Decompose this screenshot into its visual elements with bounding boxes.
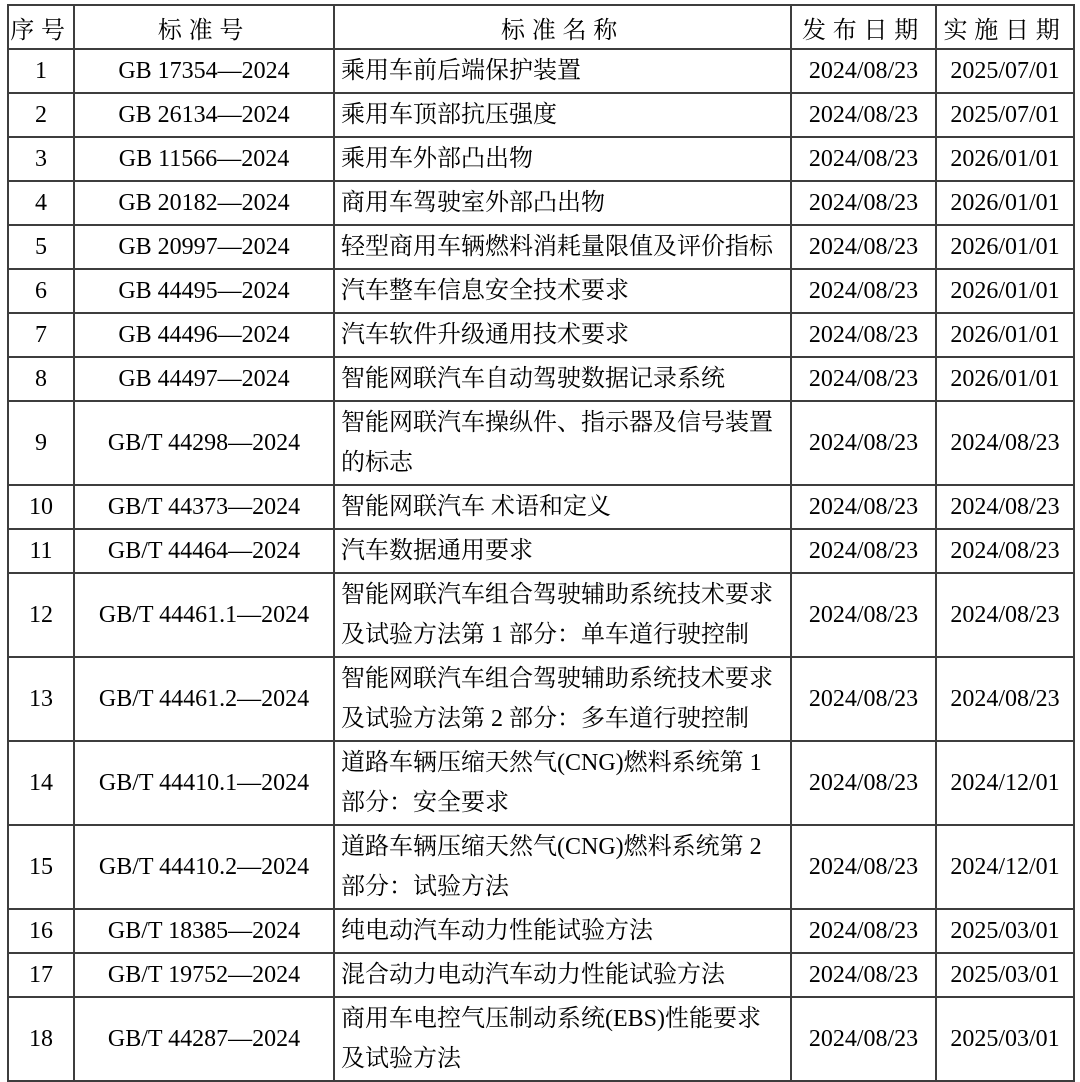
cell-standard-name: 纯电动汽车动力性能试验方法	[334, 909, 791, 953]
cell-standard-name: 汽车软件升级通用技术要求	[334, 313, 791, 357]
table-row	[8, 997, 1074, 1081]
cell-implement-date: 2024/08/23	[936, 401, 1074, 485]
cell-implement-date: 2025/03/01	[936, 909, 1074, 953]
header-row	[8, 5, 1074, 49]
cell-standard-no: GB/T 19752—2024	[74, 953, 334, 997]
cell-publish-date: 2024/08/23	[791, 573, 936, 657]
cell-standard-name: 汽车数据通用要求	[334, 529, 791, 573]
cell-serial-no: 15	[8, 825, 74, 909]
cell-implement-date: 2026/01/01	[936, 137, 1074, 181]
cell-implement-date: 2024/12/01	[936, 741, 1074, 825]
table-body	[8, 49, 1074, 1081]
cell-standard-no: GB 44495—2024	[74, 269, 334, 313]
cell-implement-date: 2025/07/01	[936, 49, 1074, 93]
cell-implement-date: 2026/01/01	[936, 313, 1074, 357]
cell-implement-date: 2024/08/23	[936, 573, 1074, 657]
cell-implement-date: 2026/01/01	[936, 269, 1074, 313]
table-row	[8, 401, 1074, 485]
cell-publish-date: 2024/08/23	[791, 909, 936, 953]
cell-standard-no: GB/T 44461.1—2024	[74, 573, 334, 657]
cell-publish-date: 2024/08/23	[791, 313, 936, 357]
cell-publish-date: 2024/08/23	[791, 357, 936, 401]
cell-standard-no: GB 20997—2024	[74, 225, 334, 269]
cell-standard-name: 智能网联汽车自动驾驶数据记录系统	[334, 357, 791, 401]
table-row	[8, 357, 1074, 401]
cell-standard-name: 道路车辆压缩天然气(CNG)燃料系统第 2 部分：试验方法	[334, 825, 791, 909]
cell-standard-no: GB 44497—2024	[74, 357, 334, 401]
cell-serial-no: 14	[8, 741, 74, 825]
table-row	[8, 909, 1074, 953]
cell-publish-date: 2024/08/23	[791, 657, 936, 741]
cell-serial-no: 3	[8, 137, 74, 181]
cell-serial-no: 12	[8, 573, 74, 657]
cell-publish-date: 2024/08/23	[791, 529, 936, 573]
cell-standard-no: GB/T 44298—2024	[74, 401, 334, 485]
cell-implement-date: 2024/12/01	[936, 825, 1074, 909]
table-row	[8, 225, 1074, 269]
table-row	[8, 953, 1074, 997]
cell-implement-date: 2026/01/01	[936, 357, 1074, 401]
cell-publish-date: 2024/08/23	[791, 269, 936, 313]
cell-standard-name: 智能网联汽车组合驾驶辅助系统技术要求及试验方法第 2 部分：多车道行驶控制	[334, 657, 791, 741]
cell-standard-no: GB 44496—2024	[74, 313, 334, 357]
cell-standard-name: 商用车驾驶室外部凸出物	[334, 181, 791, 225]
header-cell-publish-date: 发布日期	[791, 5, 936, 49]
cell-standard-name: 轻型商用车辆燃料消耗量限值及评价指标	[334, 225, 791, 269]
table-row	[8, 485, 1074, 529]
cell-serial-no: 6	[8, 269, 74, 313]
cell-standard-name: 商用车电控气压制动系统(EBS)性能要求及试验方法	[334, 997, 791, 1081]
cell-implement-date: 2025/07/01	[936, 93, 1074, 137]
cell-standard-no: GB/T 18385—2024	[74, 909, 334, 953]
header-cell-standard-name: 标准名称	[334, 5, 791, 49]
cell-serial-no: 8	[8, 357, 74, 401]
table-row	[8, 573, 1074, 657]
table-row	[8, 657, 1074, 741]
cell-standard-name: 乘用车顶部抗压强度	[334, 93, 791, 137]
cell-serial-no: 2	[8, 93, 74, 137]
cell-standard-no: GB/T 44287—2024	[74, 997, 334, 1081]
header-cell-standard-no: 标准号	[74, 5, 334, 49]
table-row	[8, 49, 1074, 93]
cell-serial-no: 4	[8, 181, 74, 225]
cell-publish-date: 2024/08/23	[791, 49, 936, 93]
cell-standard-name: 智能网联汽车操纵件、指示器及信号装置的标志	[334, 401, 791, 485]
table-row	[8, 741, 1074, 825]
cell-implement-date: 2026/01/01	[936, 181, 1074, 225]
cell-publish-date: 2024/08/23	[791, 741, 936, 825]
table-row	[8, 269, 1074, 313]
cell-serial-no: 11	[8, 529, 74, 573]
cell-publish-date: 2024/08/23	[791, 997, 936, 1081]
cell-serial-no: 13	[8, 657, 74, 741]
cell-serial-no: 10	[8, 485, 74, 529]
cell-publish-date: 2024/08/23	[791, 93, 936, 137]
table-header	[8, 5, 1074, 49]
cell-standard-name: 智能网联汽车组合驾驶辅助系统技术要求及试验方法第 1 部分：单车道行驶控制	[334, 573, 791, 657]
cell-publish-date: 2024/08/23	[791, 485, 936, 529]
cell-publish-date: 2024/08/23	[791, 953, 936, 997]
table-row	[8, 825, 1074, 909]
cell-standard-name: 汽车整车信息安全技术要求	[334, 269, 791, 313]
cell-standard-no: GB 20182—2024	[74, 181, 334, 225]
cell-standard-no: GB/T 44410.1—2024	[74, 741, 334, 825]
cell-implement-date: 2025/03/01	[936, 997, 1074, 1081]
cell-standard-no: GB 11566—2024	[74, 137, 334, 181]
cell-standard-no: GB/T 44461.2—2024	[74, 657, 334, 741]
cell-standard-name: 乘用车外部凸出物	[334, 137, 791, 181]
cell-serial-no: 1	[8, 49, 74, 93]
cell-serial-no: 9	[8, 401, 74, 485]
table-row	[8, 181, 1074, 225]
cell-publish-date: 2024/08/23	[791, 137, 936, 181]
cell-publish-date: 2024/08/23	[791, 225, 936, 269]
cell-standard-no: GB/T 44410.2—2024	[74, 825, 334, 909]
cell-standard-name: 智能网联汽车 术语和定义	[334, 485, 791, 529]
cell-implement-date: 2024/08/23	[936, 529, 1074, 573]
table-row	[8, 529, 1074, 573]
header-cell-serial-no: 序号	[8, 5, 74, 49]
cell-standard-name: 混合动力电动汽车动力性能试验方法	[334, 953, 791, 997]
cell-implement-date: 2025/03/01	[936, 953, 1074, 997]
cell-standard-no: GB/T 44464—2024	[74, 529, 334, 573]
table-row	[8, 313, 1074, 357]
table-row	[8, 137, 1074, 181]
cell-publish-date: 2024/08/23	[791, 401, 936, 485]
cell-serial-no: 5	[8, 225, 74, 269]
cell-implement-date: 2026/01/01	[936, 225, 1074, 269]
cell-serial-no: 18	[8, 997, 74, 1081]
cell-standard-no: GB 17354—2024	[74, 49, 334, 93]
cell-serial-no: 7	[8, 313, 74, 357]
cell-publish-date: 2024/08/23	[791, 181, 936, 225]
cell-standard-no: GB 26134—2024	[74, 93, 334, 137]
cell-implement-date: 2024/08/23	[936, 485, 1074, 529]
cell-serial-no: 16	[8, 909, 74, 953]
standards-table	[7, 4, 1075, 1082]
cell-standard-name: 乘用车前后端保护装置	[334, 49, 791, 93]
cell-standard-name: 道路车辆压缩天然气(CNG)燃料系统第 1 部分：安全要求	[334, 741, 791, 825]
header-cell-implement-date: 实施日期	[936, 5, 1074, 49]
cell-standard-no: GB/T 44373—2024	[74, 485, 334, 529]
table-row	[8, 93, 1074, 137]
cell-publish-date: 2024/08/23	[791, 825, 936, 909]
cell-implement-date: 2024/08/23	[936, 657, 1074, 741]
cell-serial-no: 17	[8, 953, 74, 997]
